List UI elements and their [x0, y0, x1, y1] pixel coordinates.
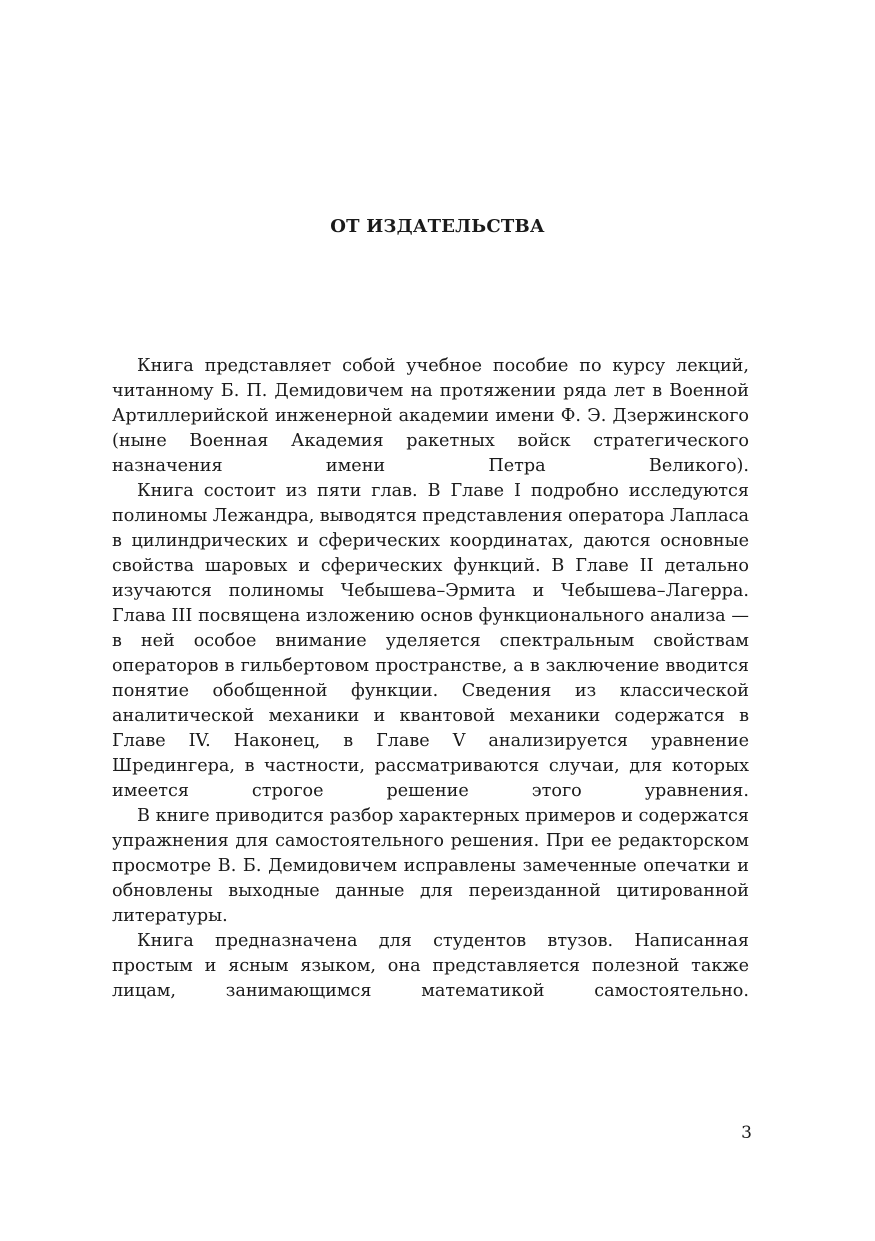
- paragraph-audience: Книга предназначена для студентов втузов. Написанная простым и ясным языком, она представляется полезной также лицам, занимающимся математикой самостоятельно.: [112, 931, 749, 1001]
- preface-text: [112, 354, 749, 1004]
- page-title: ОТ ИЗДАТЕЛЬСТВА: [330, 216, 545, 237]
- page-number: 3: [741, 1123, 752, 1143]
- paragraph-examples: В книге приводится разбор характерных примеров и содержатся упражнения для самостоятельного решения. При ее редакторском просмотре В. Б. Демидовичем исправлены замеченные опечатки и обновлены выходные данные для переизданной цитированной литературы.: [112, 806, 749, 926]
- paragraph-chapters: Книга состоит из пяти глав. В Главе I подробно исследуются полиномы Лежандра, выводятся представления оператора Лапласа в цилиндрических и сферических координатах, даются основные свойства шаровых и сферических функций. В Главе II детально изучаются полиномы Чебышева–Эрмита и Чебышева–Лагерра. Глава III посвящена изложению основ функционального анализа — в ней особое внимание уделяется спектральным свойствам операторов в гильбертовом пространстве, а в заключение вводится понятие обобщенной функции. Сведения из классической аналитической механики и квантовой механики содержатся в Главе IV. Наконец, в Главе V анализируется уравнение Шредингера, в частности, рассматриваются случаи, для которых имеется строгое решение этого уравнения.: [112, 481, 749, 801]
- paragraph-about-book: Книга представляет собой учебное пособие по курсу лекций, читанному Б. П. Демидовичем на протяжении ряда лет в Военной Артиллерийской инженерной академии имени Ф. Э. Дзержинского (ныне Военная Академия ракетных войск стратегического назначения имени Петра Великого).: [112, 356, 749, 476]
